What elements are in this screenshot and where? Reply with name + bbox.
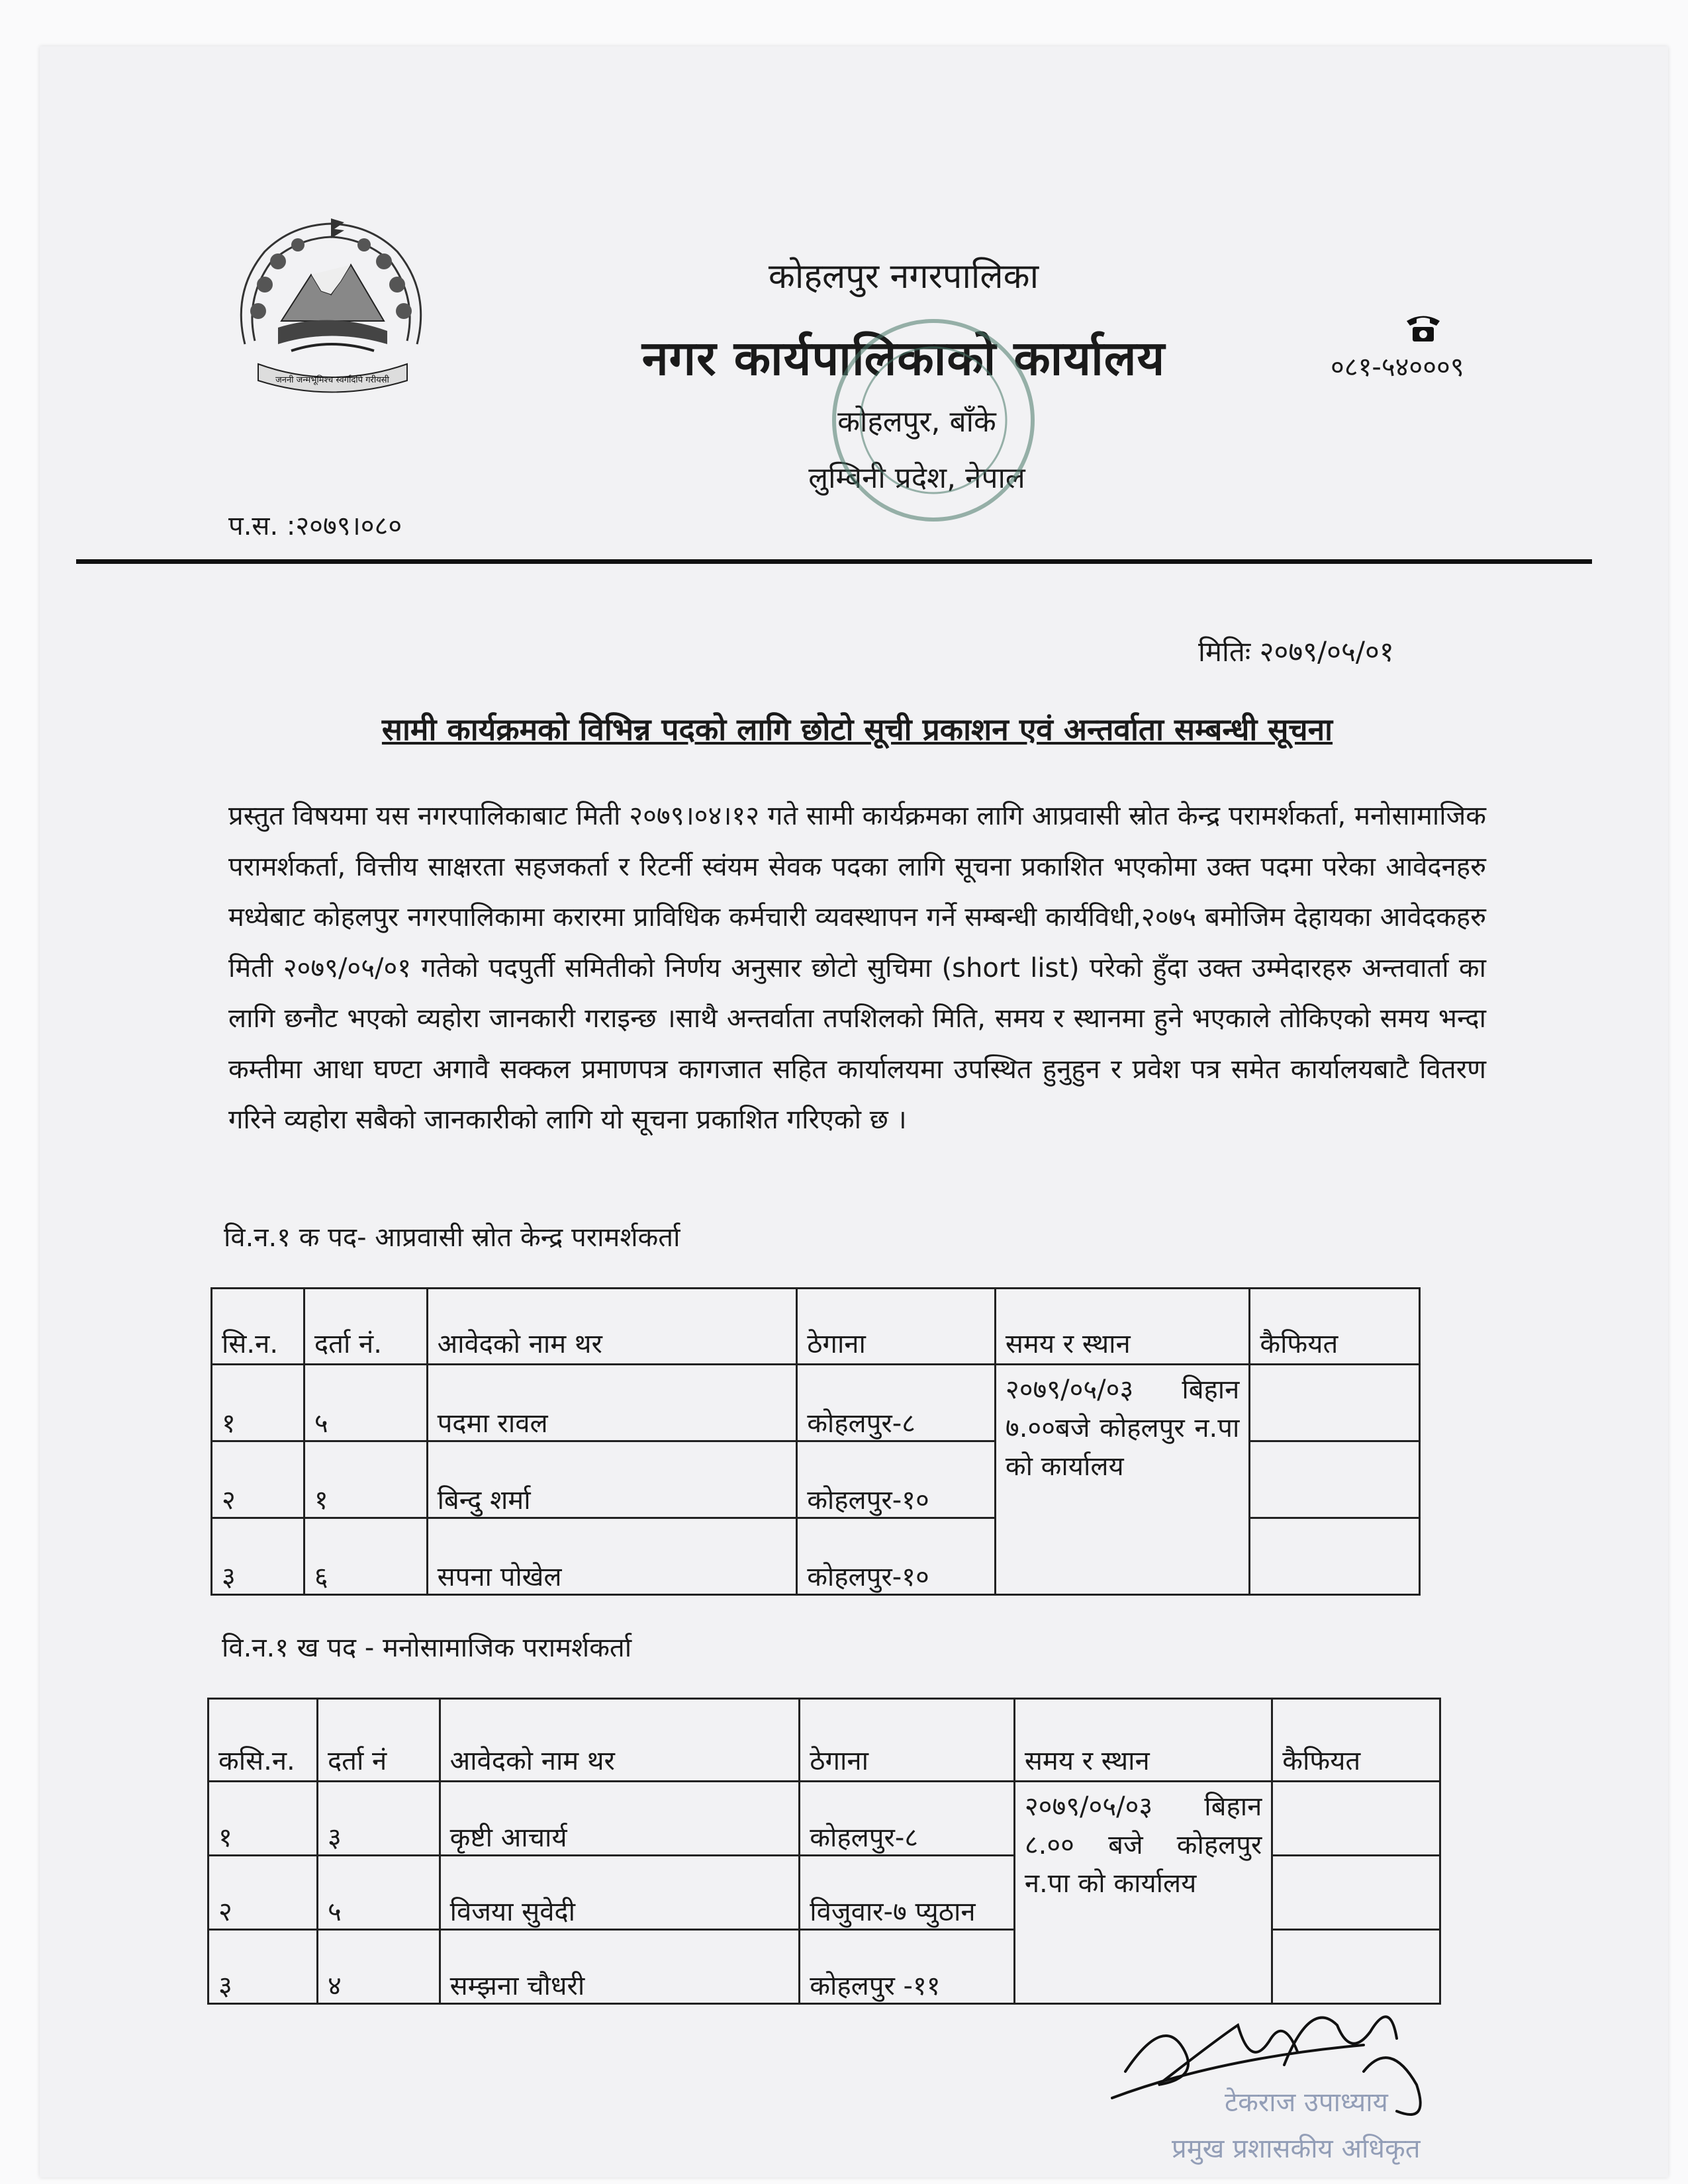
phone-number: ०८१-५४०००९	[1331, 352, 1464, 383]
header-sn: कसि.न.	[209, 1699, 318, 1782]
table-header-row	[212, 1289, 1420, 1365]
section-1-title: वि.न.१ क पद- आप्रवासी स्रोत केन्द्र परामर्शकर्ता	[224, 1222, 680, 1253]
cell-reg: ५	[304, 1365, 427, 1441]
notice-subject: सामी कार्यक्रमको विभिन्न पदको लागि छोटो सूची प्रकाशन एवं अन्तर्वाता सम्बन्धी सूचना	[381, 711, 1333, 747]
cell-address: कोहलपुर-१०	[797, 1441, 996, 1518]
cell-sn: १	[209, 1782, 318, 1856]
office-stamp-icon	[821, 311, 1046, 529]
header-reg: दर्ता नं	[317, 1699, 440, 1782]
cell-remarks	[1250, 1441, 1420, 1518]
table-row	[212, 1365, 1420, 1441]
cell-sn: ३	[209, 1930, 318, 2004]
header-remarks: कैफियत	[1250, 1289, 1420, 1365]
cell-reg: ६	[304, 1518, 427, 1595]
notice-body: प्रस्तुत विषयमा यस नगरपालिकाबाट मिती २०७९।०४।१२ गते सामी कार्यक्रमका लागि आप्रवासी स्रोत केन्द्र परामर्शकर्ता, मनोसामाजिक परामर्शकर्ता, वित्तीय साक्षरता सहजकर्ता र रिटर्नी स्वंयम सेवक पदका लागि सूचना प्रकाशित भएकोमा उक्त पदमा परेका आवेदनहरु मध्येबाट कोहलपुर नगरपालिकामा करारमा प्राविधिक कर्मचारी व्यवस्थापन गर्ने सम्बन्धी कार्यविधी,२०७५ बमोजिम देहायका आवेदकहरु मिती २०७९/०५/०१ गतेको पदपुर्ती समितीको निर्णय अनुसार छोटो सुचिमा (short list) परेको हुँदा उक्त उम्मेदारहरु अन्तवार्ता का लागि छनौट भएको व्यहोरा जानकारी गराइन्छ ।साथै अन्तर्वाता तपशिलको मिति, समय र स्थानमा हुने भएकाले तोकिएको समय भन्दा कम्तीमा आधा घण्टा अगावै सक्कल प्रमाणपत्र कागजात सहित कार्यालयमा उपस्थित हुनुहुन र प्रवेश पत्र समेत कार्यालयबाटै वितरण गरिने व्यहोरा सबैको जानकारीको लागि यो सूचना प्रकाशित गरिएको छ ।	[228, 801, 1486, 1135]
cell-remarks	[1272, 1856, 1440, 1930]
municipality-name: कोहलपुर नगरपालिका	[768, 257, 1039, 296]
office-title: नगर कार्यपालिकाको कार्यालय	[641, 330, 1166, 386]
header-divider	[76, 559, 1592, 564]
cell-reg: १	[304, 1441, 427, 1518]
cell-name: बिन्दु शर्मा	[427, 1441, 797, 1518]
cell-remarks	[1250, 1518, 1420, 1595]
cell-reg: ४	[317, 1930, 440, 2004]
cell-name: विजया सुवेदी	[440, 1856, 800, 1930]
stamp-title: प्रमुख प्रशासकीय अधिकृत	[1172, 2134, 1421, 2164]
cell-address: कोहलपुर-८	[797, 1365, 996, 1441]
header-time-place: समय र स्थान	[995, 1289, 1249, 1365]
cell-name: सपना पोखेल	[427, 1518, 797, 1595]
reference-number: प.स. :२०७९।०८०	[228, 511, 402, 541]
header-name: आवेदको नाम थर	[440, 1699, 800, 1782]
cell-remarks	[1272, 1782, 1440, 1856]
address-line-1: कोहलपुर, बाँके	[837, 405, 996, 439]
cell-name: कृष्टी आचार्य	[440, 1782, 800, 1856]
cell-address: कोहलपुर-८	[800, 1782, 1015, 1856]
notice-date: मितिः २०७९/०५/०१	[1198, 635, 1394, 668]
cell-sn: ३	[212, 1518, 305, 1595]
cell-sn: १	[212, 1365, 305, 1441]
cell-name: पदमा रावल	[427, 1365, 797, 1441]
header-remarks: कैफियत	[1272, 1699, 1440, 1782]
cell-name: सम्झना चौधरी	[440, 1930, 800, 2004]
section-2-title: वि.न.१ ख पद - मनोसामाजिक परामर्शकर्ता	[222, 1633, 632, 1663]
svg-text:जननी जन्मभूमिश्च स्वर्गादपि गर: जननी जन्मभूमिश्च स्वर्गादपि गरीयसी	[275, 375, 389, 385]
address-line-2: लुम्बिनी प्रदेश, नेपाल	[808, 461, 1025, 495]
cell-reg: ५	[317, 1856, 440, 1930]
stamp-name: टेकराज उपाध्याय	[1225, 2087, 1388, 2118]
header-name: आवेदको नाम थर	[427, 1289, 797, 1365]
cell-address: कोहलपुर -११	[800, 1930, 1015, 2004]
cell-address: कोहलपुर-१०	[797, 1518, 996, 1595]
cell-sn: २	[212, 1441, 305, 1518]
header-reg: दर्ता नं.	[304, 1289, 427, 1365]
section-1-table	[211, 1287, 1421, 1596]
header-address: ठेगाना	[800, 1699, 1015, 1782]
cell-time-place: २०७९/०५/०३ बिहान ८.०० बजे कोहलपुर न.पा को कार्यालय	[1014, 1782, 1272, 2004]
cell-address: विजुवार-७ प्युठान	[800, 1856, 1015, 1930]
table-row	[209, 1782, 1440, 1856]
cell-reg: ३	[317, 1782, 440, 1856]
header-time-place: समय र स्थान	[1014, 1699, 1272, 1782]
signature-stamp	[1086, 1959, 1523, 2171]
table-header-row	[209, 1699, 1440, 1782]
header-sn: सि.न.	[212, 1289, 305, 1365]
cell-remarks	[1250, 1365, 1420, 1441]
cell-time-place: २०७९/०५/०३ बिहान ७.००बजे कोहलपुर न.पा को कार्यालय	[995, 1365, 1249, 1595]
telephone-icon	[1403, 311, 1443, 344]
header-address: ठेगाना	[797, 1289, 996, 1365]
cell-sn: २	[209, 1856, 318, 1930]
